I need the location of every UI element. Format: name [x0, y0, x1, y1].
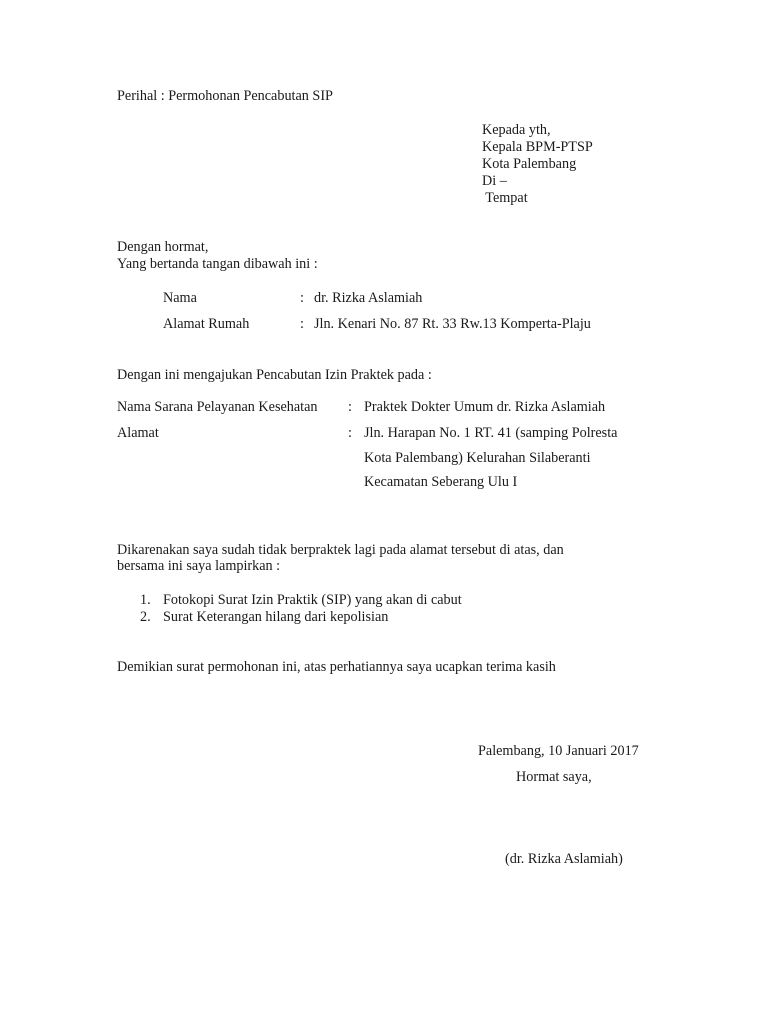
intro-line: Yang bertanda tangan dibawah ini : — [117, 256, 318, 272]
signature-regards: Hormat saya, — [516, 769, 592, 785]
recipient-line-4: Di – — [482, 173, 507, 189]
greeting: Dengan hormat, — [117, 239, 209, 255]
recipient-block — [482, 122, 593, 207]
reason-line-2: bersama ini saya lampirkan : — [117, 558, 281, 574]
request-line: Dengan ini mengajukan Pencabutan Izin Praktek pada : — [117, 367, 432, 383]
facility-name-colon: : — [348, 399, 352, 415]
reason-line-1: Dikarenakan saya sudah tidak berpraktek lagi pada alamat tersebut di atas, dan — [117, 542, 564, 558]
applicant-address-value: Jln. Kenari No. 87 Rt. 33 Rw.13 Komperta-Plaju — [314, 316, 591, 332]
signature-place-date: Palembang, 10 Januari 2017 — [478, 743, 639, 759]
facility-name-label: Nama Sarana Pelayanan Kesehatan — [117, 399, 318, 415]
attachment-item: Fotokopi Surat Izin Praktik (SIP) yang akan di cabut — [163, 592, 462, 608]
recipient-line-5: Tempat — [482, 190, 528, 206]
subject-line: Perihal : Permohonan Pencabutan SIP — [117, 88, 333, 104]
applicant-address-colon: : — [300, 316, 304, 332]
closing-line: Demikian surat permohonan ini, atas perhatiannya saya ucapkan terima kasih — [117, 659, 556, 675]
facility-address-line-3: Kecamatan Seberang Ulu I — [364, 474, 518, 490]
recipient-line-2: Kepala BPM-PTSP — [482, 139, 593, 155]
facility-name-value: Praktek Dokter Umum dr. Rizka Aslamiah — [364, 399, 606, 415]
applicant-name-label: Nama — [163, 290, 197, 306]
applicant-name-value: dr. Rizka Aslamiah — [314, 290, 423, 306]
facility-address-colon: : — [348, 425, 352, 441]
recipient-line-1: Kepada yth, — [482, 122, 551, 138]
attachment-number: 2. — [140, 609, 151, 625]
applicant-address-label: Alamat Rumah — [163, 316, 250, 332]
signature-name: (dr. Rizka Aslamiah) — [505, 851, 623, 867]
facility-address-line-2: Kota Palembang) Kelurahan Silaberanti — [364, 450, 591, 466]
attachment-item: Surat Keterangan hilang dari kepolisian — [163, 609, 389, 625]
facility-address-label: Alamat — [117, 425, 159, 441]
attachment-number: 1. — [140, 592, 151, 608]
facility-address-line-1: Jln. Harapan No. 1 RT. 41 (samping Polresta — [364, 425, 618, 441]
recipient-line-3: Kota Palembang — [482, 156, 577, 172]
applicant-name-colon: : — [300, 290, 304, 306]
